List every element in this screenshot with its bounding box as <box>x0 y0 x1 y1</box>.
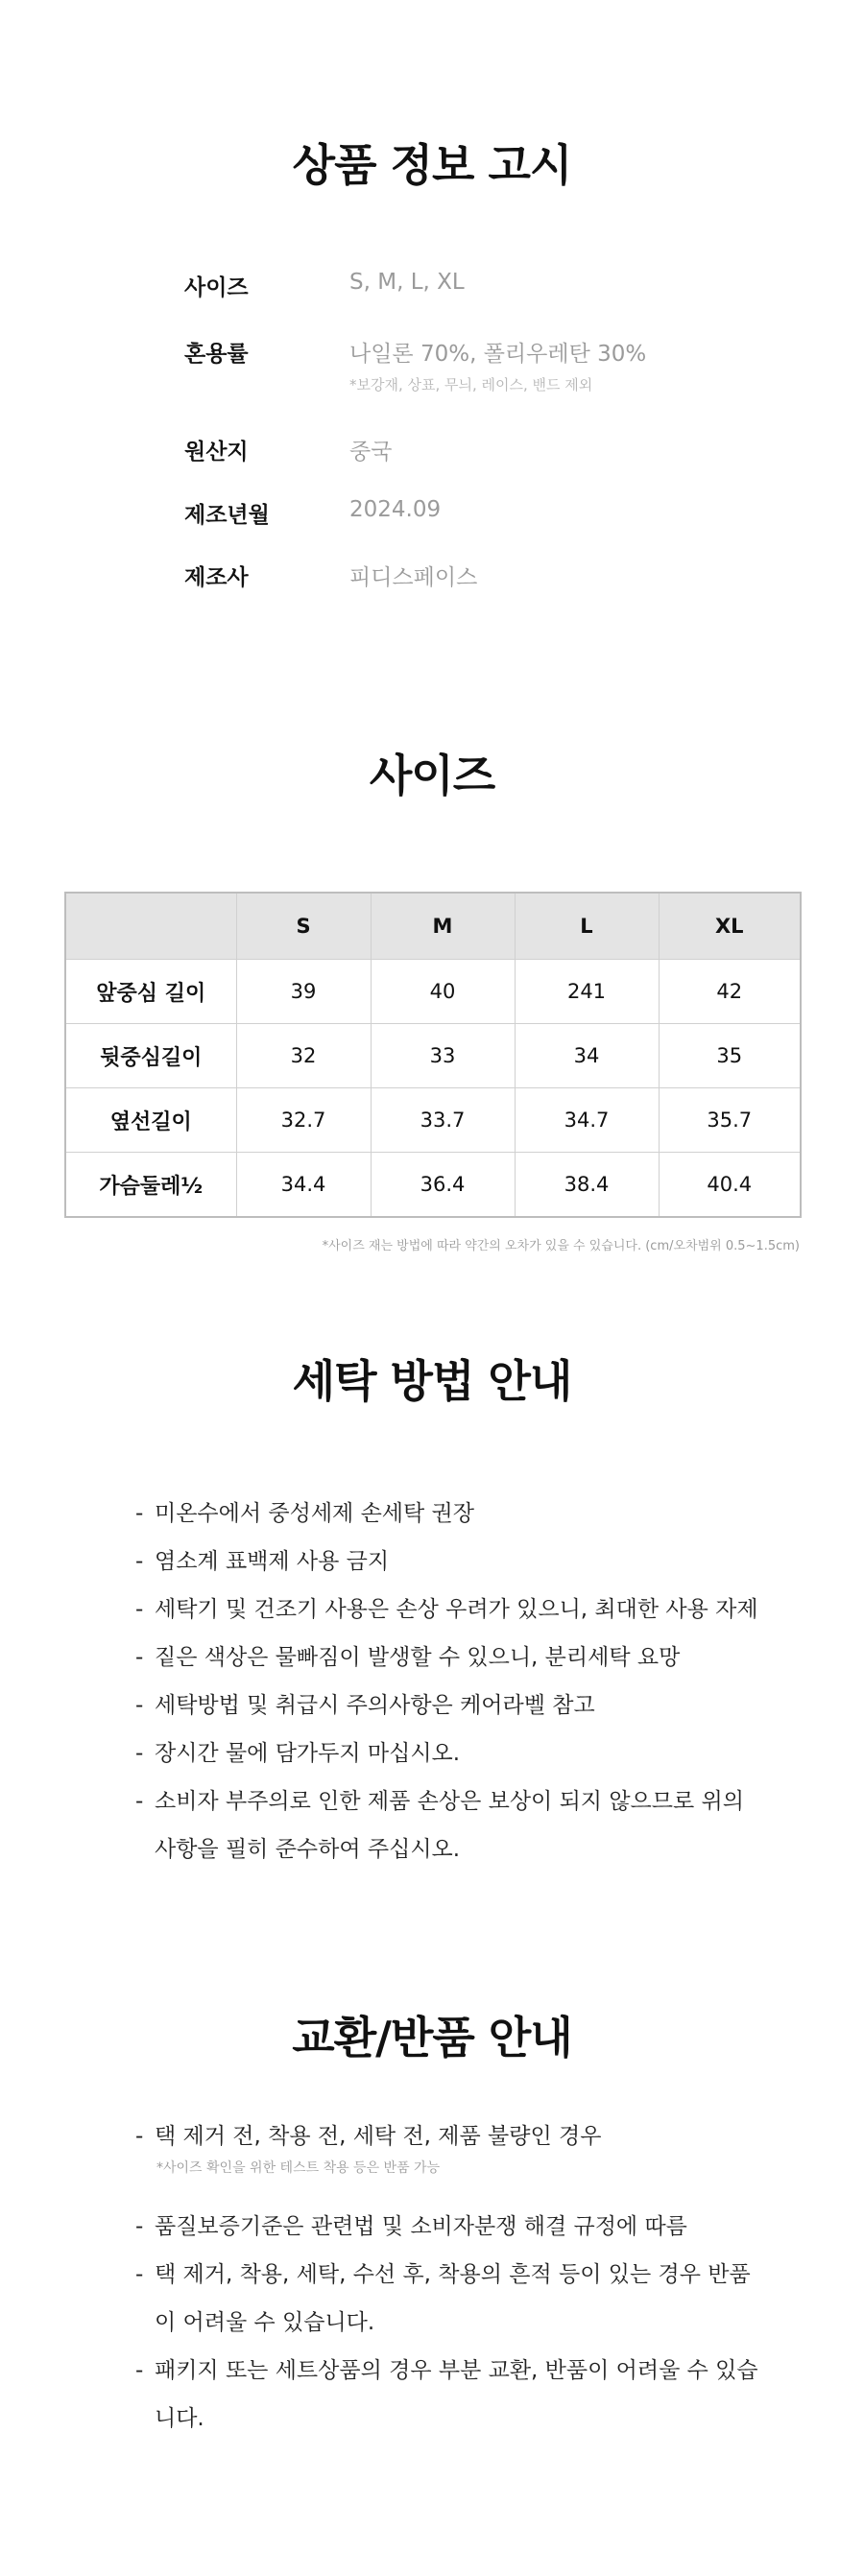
list-item-text: 소비자 부주의로 인한 제품 손상은 보상이 되지 않으므로 위의 사항을 필히 준수하여 주십시오. <box>155 1789 744 1862</box>
list-item <box>135 2112 769 2180</box>
list-item-text: 짙은 색상은 물빠짐이 발생할 수 있으니, 분리세탁 요망 <box>155 1645 681 1670</box>
table-cell: 32 <box>236 1024 371 1088</box>
washing-instructions-list <box>135 1490 769 1873</box>
dash-bullet: - <box>135 2214 144 2239</box>
list-item <box>135 1586 769 1634</box>
table-cell: 34 <box>515 1024 659 1088</box>
table-header-row <box>65 893 801 960</box>
dash-bullet: - <box>135 2358 144 2383</box>
dash-bullet: - <box>135 1789 144 1814</box>
table-row <box>65 1153 801 1218</box>
info-value: 중국 <box>349 440 393 465</box>
list-item-text: 장시간 물에 담가두지 마십시오. <box>155 1741 461 1766</box>
table-cell: 39 <box>236 960 371 1024</box>
dash-bullet: - <box>135 2124 144 2149</box>
info-value: 피디스페이스 <box>349 565 478 590</box>
table-header-cell <box>65 893 236 960</box>
list-item-text: 세탁방법 및 취급시 주의사항은 케어라벨 참고 <box>155 1693 595 1718</box>
dash-bullet: - <box>135 1549 144 1574</box>
table-cell: 34.4 <box>236 1153 371 1218</box>
info-value: 2024.09 <box>349 497 442 522</box>
info-value: 나일론 70%, 폴리우레탄 30% <box>349 342 647 367</box>
table-row <box>65 1024 801 1088</box>
info-note: *보강재, 상표, 무늬, 레이스, 밴드 제외 <box>349 376 593 394</box>
size-table <box>64 892 802 1218</box>
row-label: 뒷중심길이 <box>65 1024 236 1088</box>
row-label: 옆선길이 <box>65 1088 236 1153</box>
list-item <box>135 2347 769 2443</box>
info-label: 제조년월 <box>184 503 270 528</box>
dash-bullet: - <box>135 1597 144 1622</box>
list-item <box>135 1538 769 1586</box>
list-item-text: 염소계 표백제 사용 금지 <box>155 1549 390 1574</box>
washing-section-title: 세탁 방법 안내 <box>292 1355 572 1407</box>
size-section-title: 사이즈 <box>369 750 495 801</box>
table-cell: 33 <box>371 1024 515 1088</box>
list-item-note: *사이즈 확인을 위한 테스트 착용 등은 반품 가능 <box>156 2160 441 2176</box>
list-item-text: 품질보증기준은 관련법 및 소비자분쟁 해결 규정에 따름 <box>155 2214 687 2239</box>
table-cell: 36.4 <box>371 1153 515 1218</box>
info-label: 원산지 <box>184 440 249 465</box>
table-cell: 35 <box>659 1024 801 1088</box>
row-label: 앞중심 길이 <box>65 960 236 1024</box>
dash-bullet: - <box>135 2262 144 2287</box>
size-table-note: *사이즈 재는 방법에 따라 약간의 오차가 있을 수 있습니다. (cm/오차범위 0.5~1.5cm) <box>322 1239 800 1253</box>
info-label: 제조사 <box>184 565 249 590</box>
table-cell: 34.7 <box>515 1088 659 1153</box>
table-header-cell: M <box>371 893 515 960</box>
list-item-text: 미온수에서 중성세제 손세탁 권장 <box>155 1501 474 1526</box>
list-item <box>135 2203 769 2251</box>
list-item-text: 세탁기 및 건조기 사용은 손상 우려가 있으니, 최대한 사용 자제 <box>155 1597 758 1622</box>
table-cell: 42 <box>659 960 801 1024</box>
dash-bullet: - <box>135 1501 144 1526</box>
list-item <box>135 1490 769 1538</box>
list-item <box>135 1777 769 1873</box>
info-value: S, M, L, XL <box>349 270 465 295</box>
table-cell: 35.7 <box>659 1088 801 1153</box>
table-cell: 38.4 <box>515 1153 659 1218</box>
product-info-title: 상품 정보 고시 <box>292 139 572 191</box>
list-item-text: 택 제거 전, 착용 전, 세탁 전, 제품 불량인 경우 <box>155 2124 602 2149</box>
table-cell: 40.4 <box>659 1153 801 1218</box>
table-header-cell: L <box>515 893 659 960</box>
list-item <box>135 1729 769 1777</box>
exchange-policy-list <box>135 2112 769 2443</box>
list-item <box>135 1682 769 1729</box>
exchange-section-title: 교환/반품 안내 <box>292 2012 572 2063</box>
list-item-text: 패키지 또는 세트상품의 경우 부분 교환, 반품이 어려울 수 있습니다. <box>155 2358 758 2431</box>
table-cell: 33.7 <box>371 1088 515 1153</box>
table-header-cell: XL <box>659 893 801 960</box>
dash-bullet: - <box>135 1645 144 1670</box>
table-cell: 241 <box>515 960 659 1024</box>
list-item <box>135 2251 769 2347</box>
table-header-cell: S <box>236 893 371 960</box>
info-label: 혼용률 <box>184 342 249 367</box>
row-label: 가슴둘레½ <box>65 1153 236 1218</box>
table-row <box>65 1088 801 1153</box>
list-item <box>135 1634 769 1682</box>
dash-bullet: - <box>135 1741 144 1766</box>
table-cell: 32.7 <box>236 1088 371 1153</box>
list-item-text: 택 제거, 착용, 세탁, 수선 후, 착용의 흔적 등이 있는 경우 반품이 어려울 수 있습니다. <box>155 2262 751 2335</box>
table-row <box>65 960 801 1024</box>
info-label: 사이즈 <box>184 275 249 300</box>
table-cell: 40 <box>371 960 515 1024</box>
dash-bullet: - <box>135 1693 144 1718</box>
